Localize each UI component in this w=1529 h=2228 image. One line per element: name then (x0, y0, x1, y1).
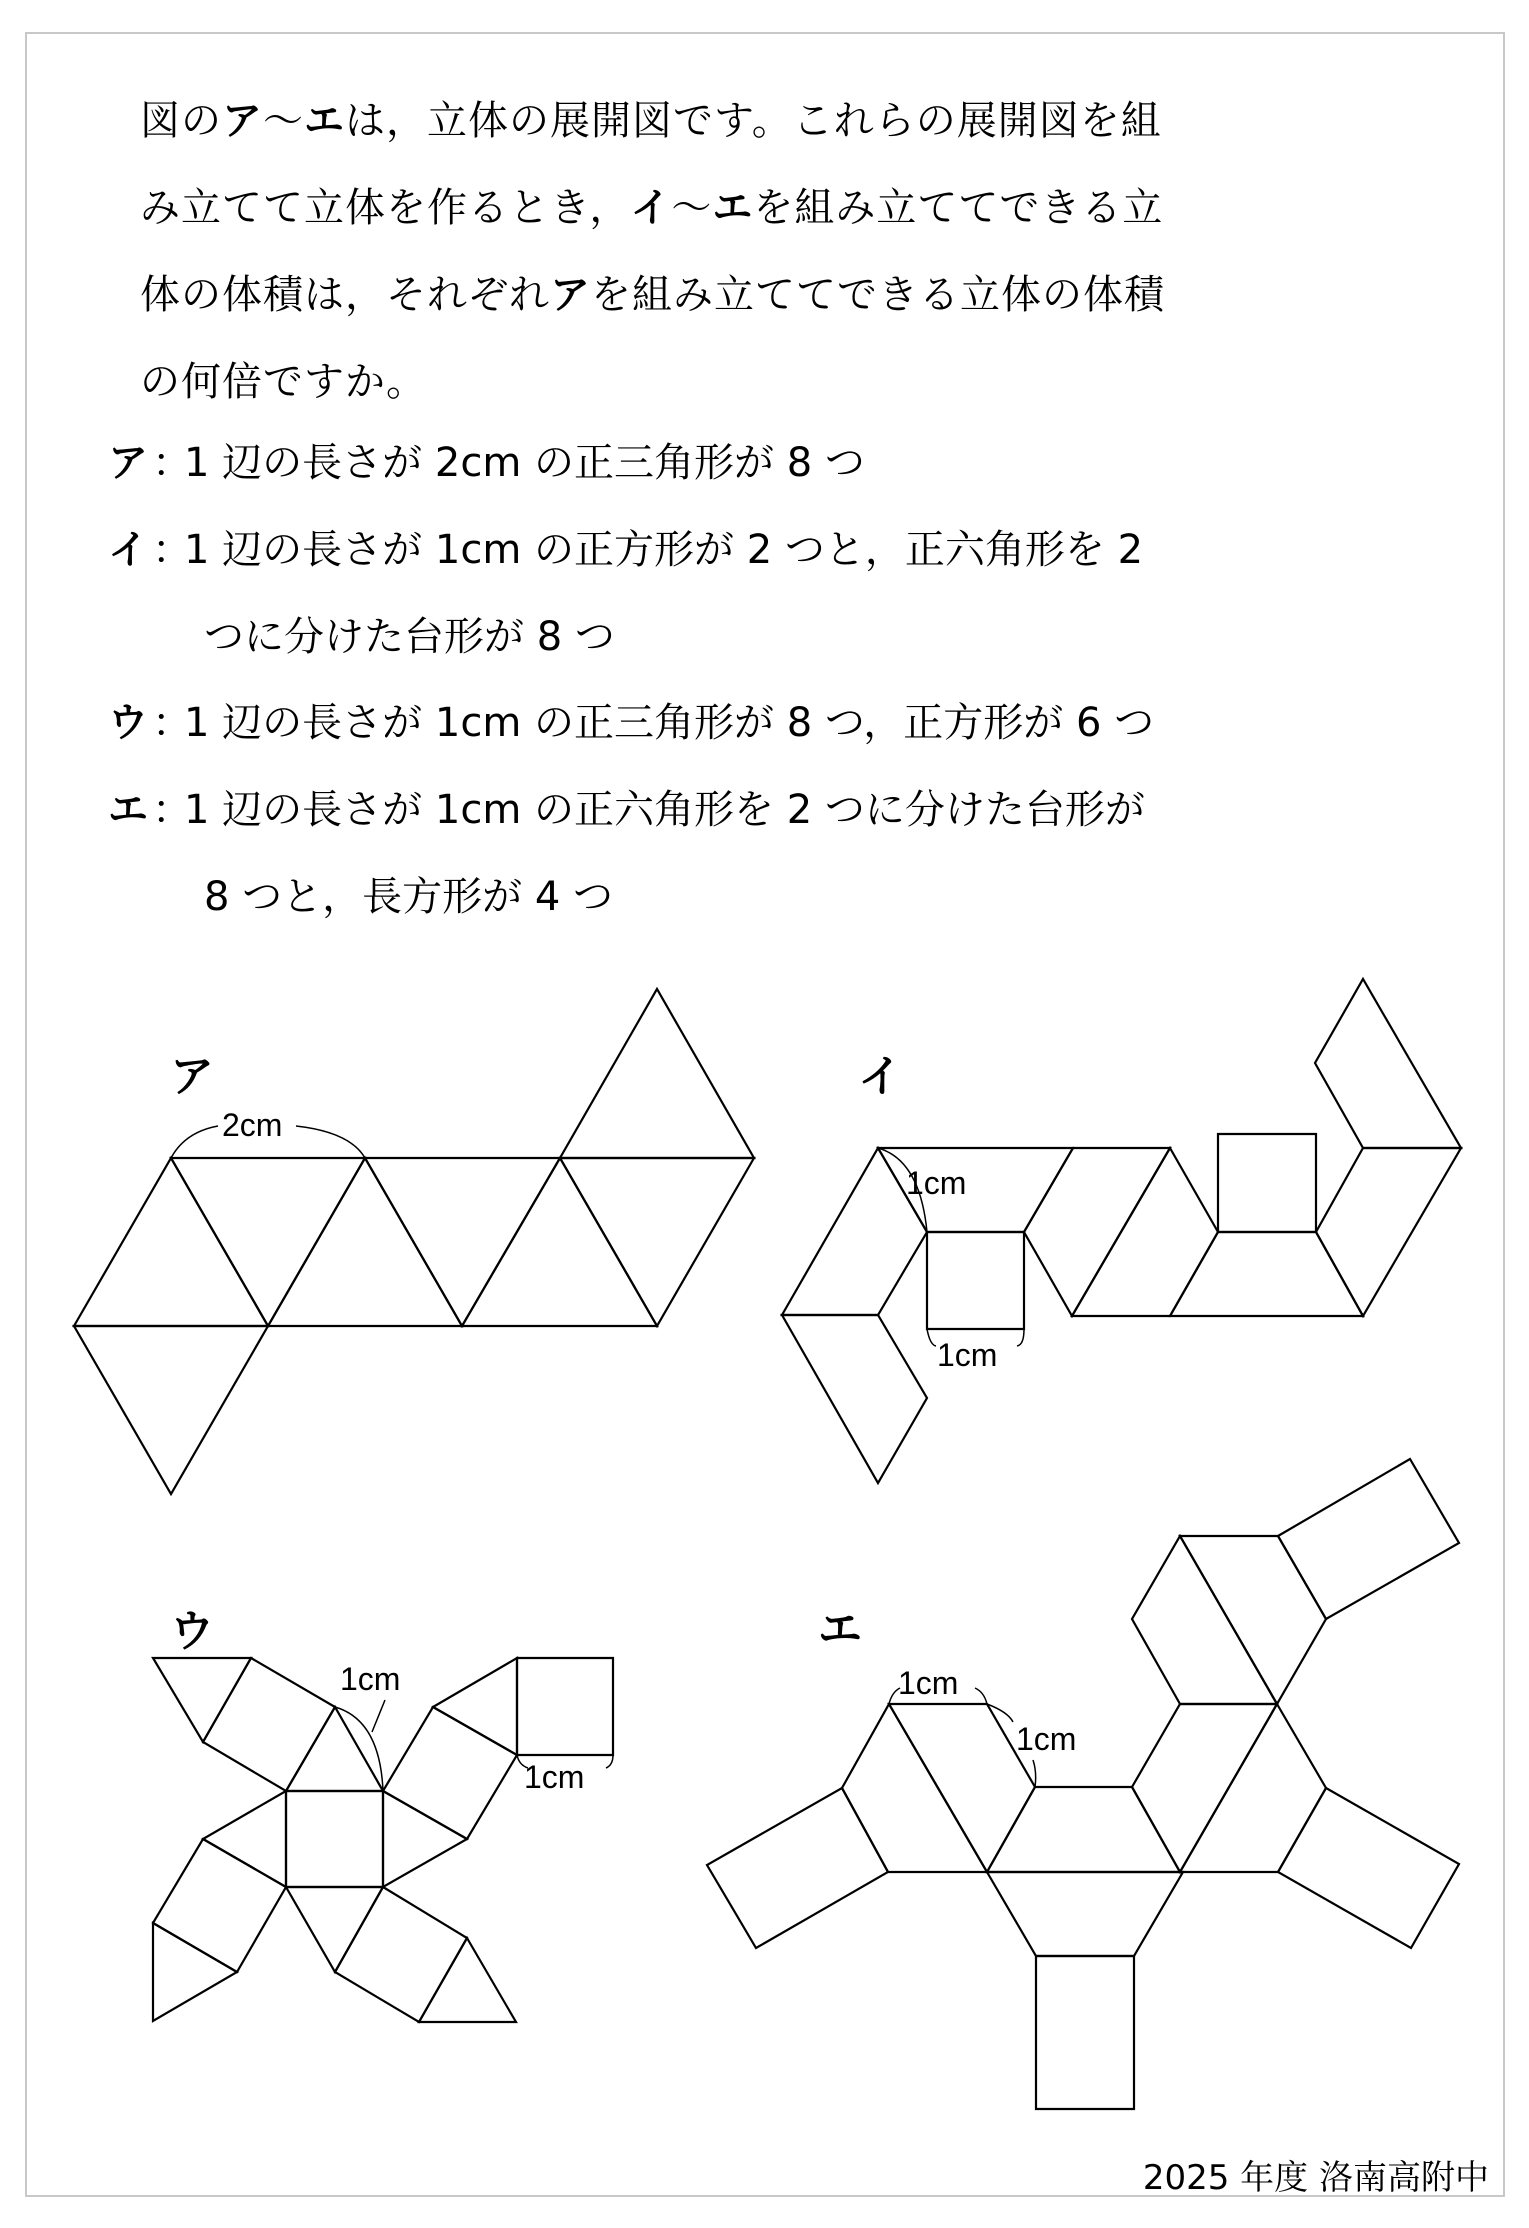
net-face (171, 1158, 365, 1326)
net-face (987, 1872, 1183, 1956)
net-face (1036, 1956, 1134, 2109)
dimension-label: 1cm (524, 1759, 585, 1795)
net-face (1180, 1704, 1326, 1872)
figure-label-i: イ (858, 1051, 902, 1102)
net-face (889, 1704, 1035, 1872)
net-face (1024, 1148, 1170, 1316)
net-face (286, 1791, 383, 1887)
net-face (203, 1791, 286, 1887)
net-face (1218, 1134, 1316, 1232)
net-face (987, 1787, 1180, 1872)
net-face (462, 1158, 657, 1326)
condition-item: エ ：1 辺の長さが 1cm の正六角形を 2 つに分けた台形が 8 つと，長方形が 4 つ (108, 767, 1428, 941)
net-face (927, 1232, 1024, 1329)
condition-text: 1 辺の長さが 1cm の正方形が 2 つと，正六角形を 2 (184, 527, 1144, 573)
net-face (517, 1658, 613, 1755)
net-face (1316, 1148, 1461, 1316)
net-face (1278, 1788, 1459, 1948)
net-face (560, 1158, 754, 1326)
net-face (1132, 1704, 1277, 1872)
condition-item: ウ ：1 辺の長さが 1cm の正三角形が 8 つ，正方形が 6 つ (108, 680, 1428, 767)
condition-item: ア ：1 辺の長さが 2cm の正三角形が 8 つ (108, 420, 1428, 507)
net-figure-i (782, 979, 1461, 1483)
question-line: 体の体積は，それぞれアを組み立ててできる立体の体積 (140, 272, 1165, 318)
condition-text-cont: 8 つと，長方形が 4 つ (204, 874, 614, 920)
net-face (383, 1791, 467, 1887)
net-face (707, 1788, 888, 1948)
figure-label-a: ア (170, 1051, 214, 1102)
net-face (203, 1658, 335, 1791)
net-face (153, 1839, 286, 1972)
dimension-label: 2cm (222, 1107, 283, 1143)
net-face (433, 1658, 517, 1755)
net-face (74, 1158, 268, 1326)
condition-label: ウ (108, 700, 148, 746)
net-face (1278, 1459, 1459, 1619)
net-face (842, 1704, 987, 1872)
condition-text-cont: つに分けた台形が 8 つ (204, 614, 615, 660)
dimension-arc (335, 1700, 385, 1791)
net-face (1180, 1536, 1326, 1704)
net-figure-u (153, 1658, 613, 2022)
net-face (1072, 1148, 1218, 1316)
net-face (153, 1923, 237, 2021)
condition-text: 1 辺の長さが 1cm の正六角形を 2 つに分けた台形が (184, 787, 1145, 833)
condition-label: イ (108, 527, 148, 573)
dimension-label: 1cm (906, 1165, 967, 1201)
net-face (268, 1158, 462, 1326)
question-line: 図のア～エは，立体の展開図です。これらの展開図を組 (140, 98, 1162, 144)
condition-item: イ ：1 辺の長さが 1cm の正方形が 2 つと，正六角形を 2 つに分けた台形が 8 つ (108, 507, 1428, 681)
question-line: の何倍ですか。 (140, 359, 427, 405)
figure-label-e: エ (818, 1604, 862, 1655)
net-face (335, 1887, 467, 2022)
condition-text: 1 辺の長さが 2cm の正三角形が 8 つ (184, 440, 865, 486)
net-face (153, 1658, 251, 1742)
net-face (782, 1315, 927, 1483)
dimension-label: 1cm (937, 1337, 998, 1373)
condition-label: ア (108, 440, 148, 486)
net-face (286, 1887, 383, 1972)
question-line: み立てて立体を作るとき，イ～エを組み立ててできる立 (140, 185, 1164, 231)
net-face (74, 1326, 268, 1494)
net-face (419, 1938, 516, 2022)
dimension-label: 1cm (1016, 1721, 1077, 1757)
net-face (1315, 979, 1461, 1148)
net-figure-a (74, 989, 754, 1494)
net-face (560, 989, 754, 1158)
dimension-label: 1cm (340, 1661, 401, 1697)
condition-label: エ (108, 787, 148, 833)
net-face (286, 1707, 383, 1791)
condition-text: 1 辺の長さが 1cm の正三角形が 8 つ，正方形が 6 つ (184, 700, 1155, 746)
net-figure-e (707, 1459, 1459, 2109)
net-face (1170, 1232, 1363, 1316)
figure-label-u: ウ (170, 1606, 214, 1657)
net-face (383, 1707, 517, 1839)
net-face (365, 1158, 560, 1326)
footer-source: 2025 年度 洛南高附中 (1142, 2158, 1489, 2198)
net-face (1132, 1536, 1277, 1704)
dimension-label: 1cm (898, 1665, 959, 1701)
